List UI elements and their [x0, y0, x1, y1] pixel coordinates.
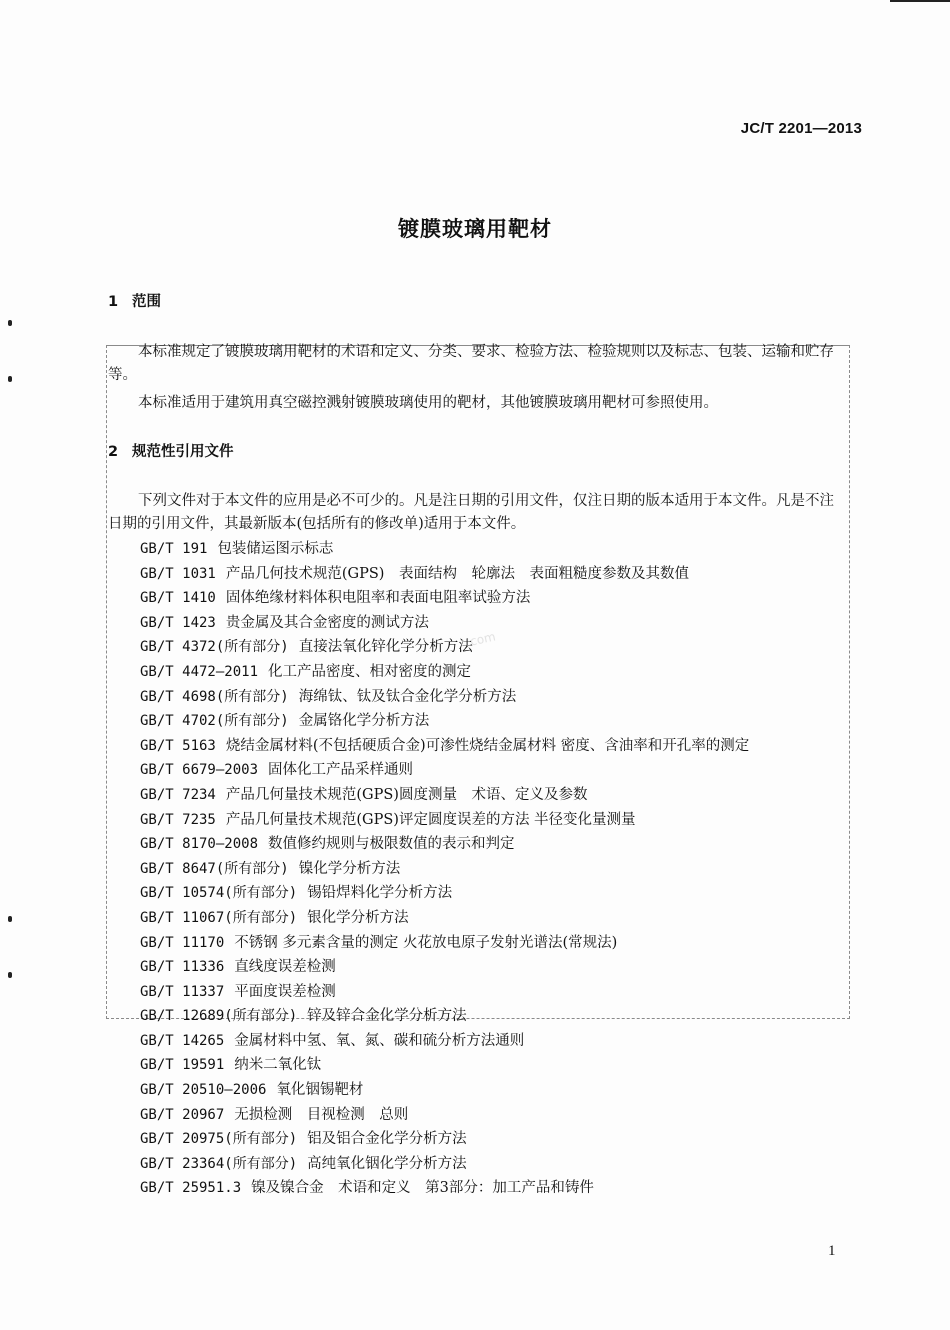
standard-code: JC/T 2201—2013 [740, 120, 862, 137]
reference-item [140, 685, 850, 710]
reference-code: GB/T 1031 [140, 565, 216, 582]
section-1-heading [108, 290, 161, 311]
reference-item [140, 1176, 850, 1201]
reference-item [140, 980, 850, 1005]
page-number: 1 [828, 1243, 836, 1259]
reference-code: GB/T 4372(所有部分) [140, 639, 289, 656]
paragraph-text: 本标准适用于建筑用真空磁控溅射镀膜玻璃使用的靶材，其他镀膜玻璃用靶材可参照使用。 [138, 395, 718, 411]
reference-title: 氧化铟锡靶材 [276, 1082, 364, 1099]
reference-item [140, 537, 850, 562]
reference-title: 铝及铝合金化学分析方法 [307, 1131, 467, 1148]
reference-item [140, 955, 850, 980]
reference-code: GB/T 4472—2011 [140, 663, 259, 680]
reference-code: GB/T 1410 [140, 590, 216, 607]
reference-title: 化工产品密度、相对密度的测定 [268, 663, 472, 680]
reference-title: 金属铬化学分析方法 [298, 713, 430, 730]
reference-code: GB/T 8170—2008 [140, 836, 259, 853]
reference-title: 烧结金属材料(不包括硬质合金)可渗性烧结金属材料 密度、含油率和开孔率的测定 [225, 737, 750, 754]
watermark-text: com [468, 629, 497, 649]
reference-title: 镍化学分析方法 [298, 860, 401, 877]
reference-code: GB/T 19591 [140, 1057, 225, 1074]
reference-title: 高纯氧化铟化学分析方法 [307, 1155, 467, 1172]
reference-title: 贵金属及其合金密度的测试方法 [225, 614, 429, 631]
reference-item [140, 660, 850, 685]
reference-code: GB/T 25951.3 [140, 1180, 242, 1197]
reference-item [140, 906, 850, 931]
margin-mark [8, 972, 12, 978]
reference-item [140, 709, 850, 734]
reference-item [140, 783, 850, 808]
normative-intro-paragraph [108, 490, 846, 536]
reference-item [140, 931, 850, 956]
reference-title: 纳米二氧化钛 [234, 1057, 322, 1074]
reference-code: GB/T 12689(所有部分) [140, 1008, 298, 1025]
reference-title: 锡铅焊料化学分析方法 [307, 885, 453, 902]
reference-code: GB/T 11336 [140, 959, 225, 976]
reference-code: GB/T 7235 [140, 811, 216, 828]
reference-item [140, 611, 850, 636]
reference-title: 直线度误差检测 [234, 959, 336, 976]
reference-item [140, 832, 850, 857]
section-number: 1 [108, 294, 119, 310]
reference-item [140, 734, 850, 759]
reference-title: 产品几何量技术规范(GPS)评定圆度误差的方法 半径变化量测量 [225, 811, 636, 828]
margin-mark [8, 916, 12, 922]
reference-item [140, 1004, 850, 1029]
reference-code: GB/T 191 [140, 541, 208, 557]
document-title: 镀膜玻璃用靶材 [398, 217, 552, 241]
reference-title: 海绵钛、钛及钛合金化学分析方法 [298, 688, 517, 705]
reference-title: 镍及镍合金 术语和定义 第3部分：加工产品和铸件 [251, 1180, 594, 1197]
reference-title: 数值修约规则与极限数值的表示和判定 [268, 836, 515, 853]
reference-title: 产品几何量技术规范(GPS)圆度测量 术语、定义及参数 [225, 786, 588, 803]
margin-mark [8, 320, 12, 326]
paragraph-text: 本标准规定了镀膜玻璃用靶材的术语和定义、分类、要求、检验方法、检验规则以及标志、包装、运输和贮存等。 [108, 344, 834, 383]
reference-title: 金属材料中氢、氧、氮、碳和硫分析方法通则 [234, 1032, 525, 1049]
reference-title: 平面度误差检测 [234, 983, 336, 1000]
paragraph-text: 下列文件对于本文件的应用是必不可少的。凡是注日期的引用文件，仅注日期的版本适用于本文件。凡是不注日期的引用文件，其最新版本(包括所有的修改单)适用于本文件。 [108, 493, 834, 532]
section-title: 规范性引用文件 [132, 444, 234, 460]
reference-item [140, 857, 850, 882]
reference-code: GB/T 20975(所有部分) [140, 1131, 298, 1148]
reference-code: GB/T 11170 [140, 934, 225, 951]
reference-title: 固体绝缘材料体积电阻率和表面电阻率试验方法 [225, 590, 531, 607]
reference-code: GB/T 1423 [140, 614, 216, 631]
reference-item [140, 1127, 850, 1152]
reference-code: GB/T 20967 [140, 1106, 225, 1123]
reference-code: GB/T 4698(所有部分) [140, 688, 289, 705]
reference-code: GB/T 5163 [140, 737, 216, 754]
reference-code: GB/T 23364(所有部分) [140, 1155, 298, 1172]
reference-item [140, 758, 850, 783]
reference-code: GB/T 6679—2003 [140, 762, 259, 779]
section-2-heading [108, 440, 234, 461]
reference-title: 包装储运图示标志 [217, 541, 334, 557]
reference-item [140, 808, 850, 833]
reference-code: GB/T 11337 [140, 983, 225, 1000]
scope-paragraph-2 [108, 392, 846, 415]
reference-code: GB/T 14265 [140, 1032, 225, 1049]
corner-mark [890, 0, 950, 8]
margin-mark [8, 376, 12, 382]
reference-title: 不锈钢 多元素含量的测定 火花放电原子发射光谱法(常规法) [234, 934, 618, 951]
reference-item [140, 881, 850, 906]
reference-title: 锌及锌合金化学分析方法 [307, 1008, 467, 1025]
section-title: 范围 [132, 294, 161, 310]
reference-code: GB/T 8647(所有部分) [140, 860, 289, 877]
reference-item [140, 562, 850, 587]
reference-item [140, 1029, 850, 1054]
reference-code: GB/T 20510—2006 [140, 1082, 267, 1099]
reference-title: 产品几何技术规范(GPS) 表面结构 轮廓法 表面粗糙度参数及其数值 [225, 565, 689, 582]
scope-paragraph-1 [108, 341, 846, 387]
reference-title: 无损检测 目视检测 总则 [234, 1106, 409, 1123]
reference-code: GB/T 11067(所有部分) [140, 909, 298, 926]
reference-code: GB/T 4702(所有部分) [140, 713, 289, 730]
reference-item [140, 1152, 850, 1177]
reference-title: 固体化工产品采样通则 [268, 762, 414, 779]
reference-code: GB/T 7234 [140, 786, 216, 803]
reference-item [140, 1103, 850, 1128]
reference-item [140, 1078, 850, 1103]
section-number: 2 [108, 444, 119, 460]
reference-title: 直接法氧化锌化学分析方法 [298, 639, 473, 656]
reference-item [140, 1053, 850, 1078]
reference-title: 银化学分析方法 [307, 909, 409, 926]
reference-code: GB/T 10574(所有部分) [140, 885, 298, 902]
reference-item [140, 586, 850, 611]
